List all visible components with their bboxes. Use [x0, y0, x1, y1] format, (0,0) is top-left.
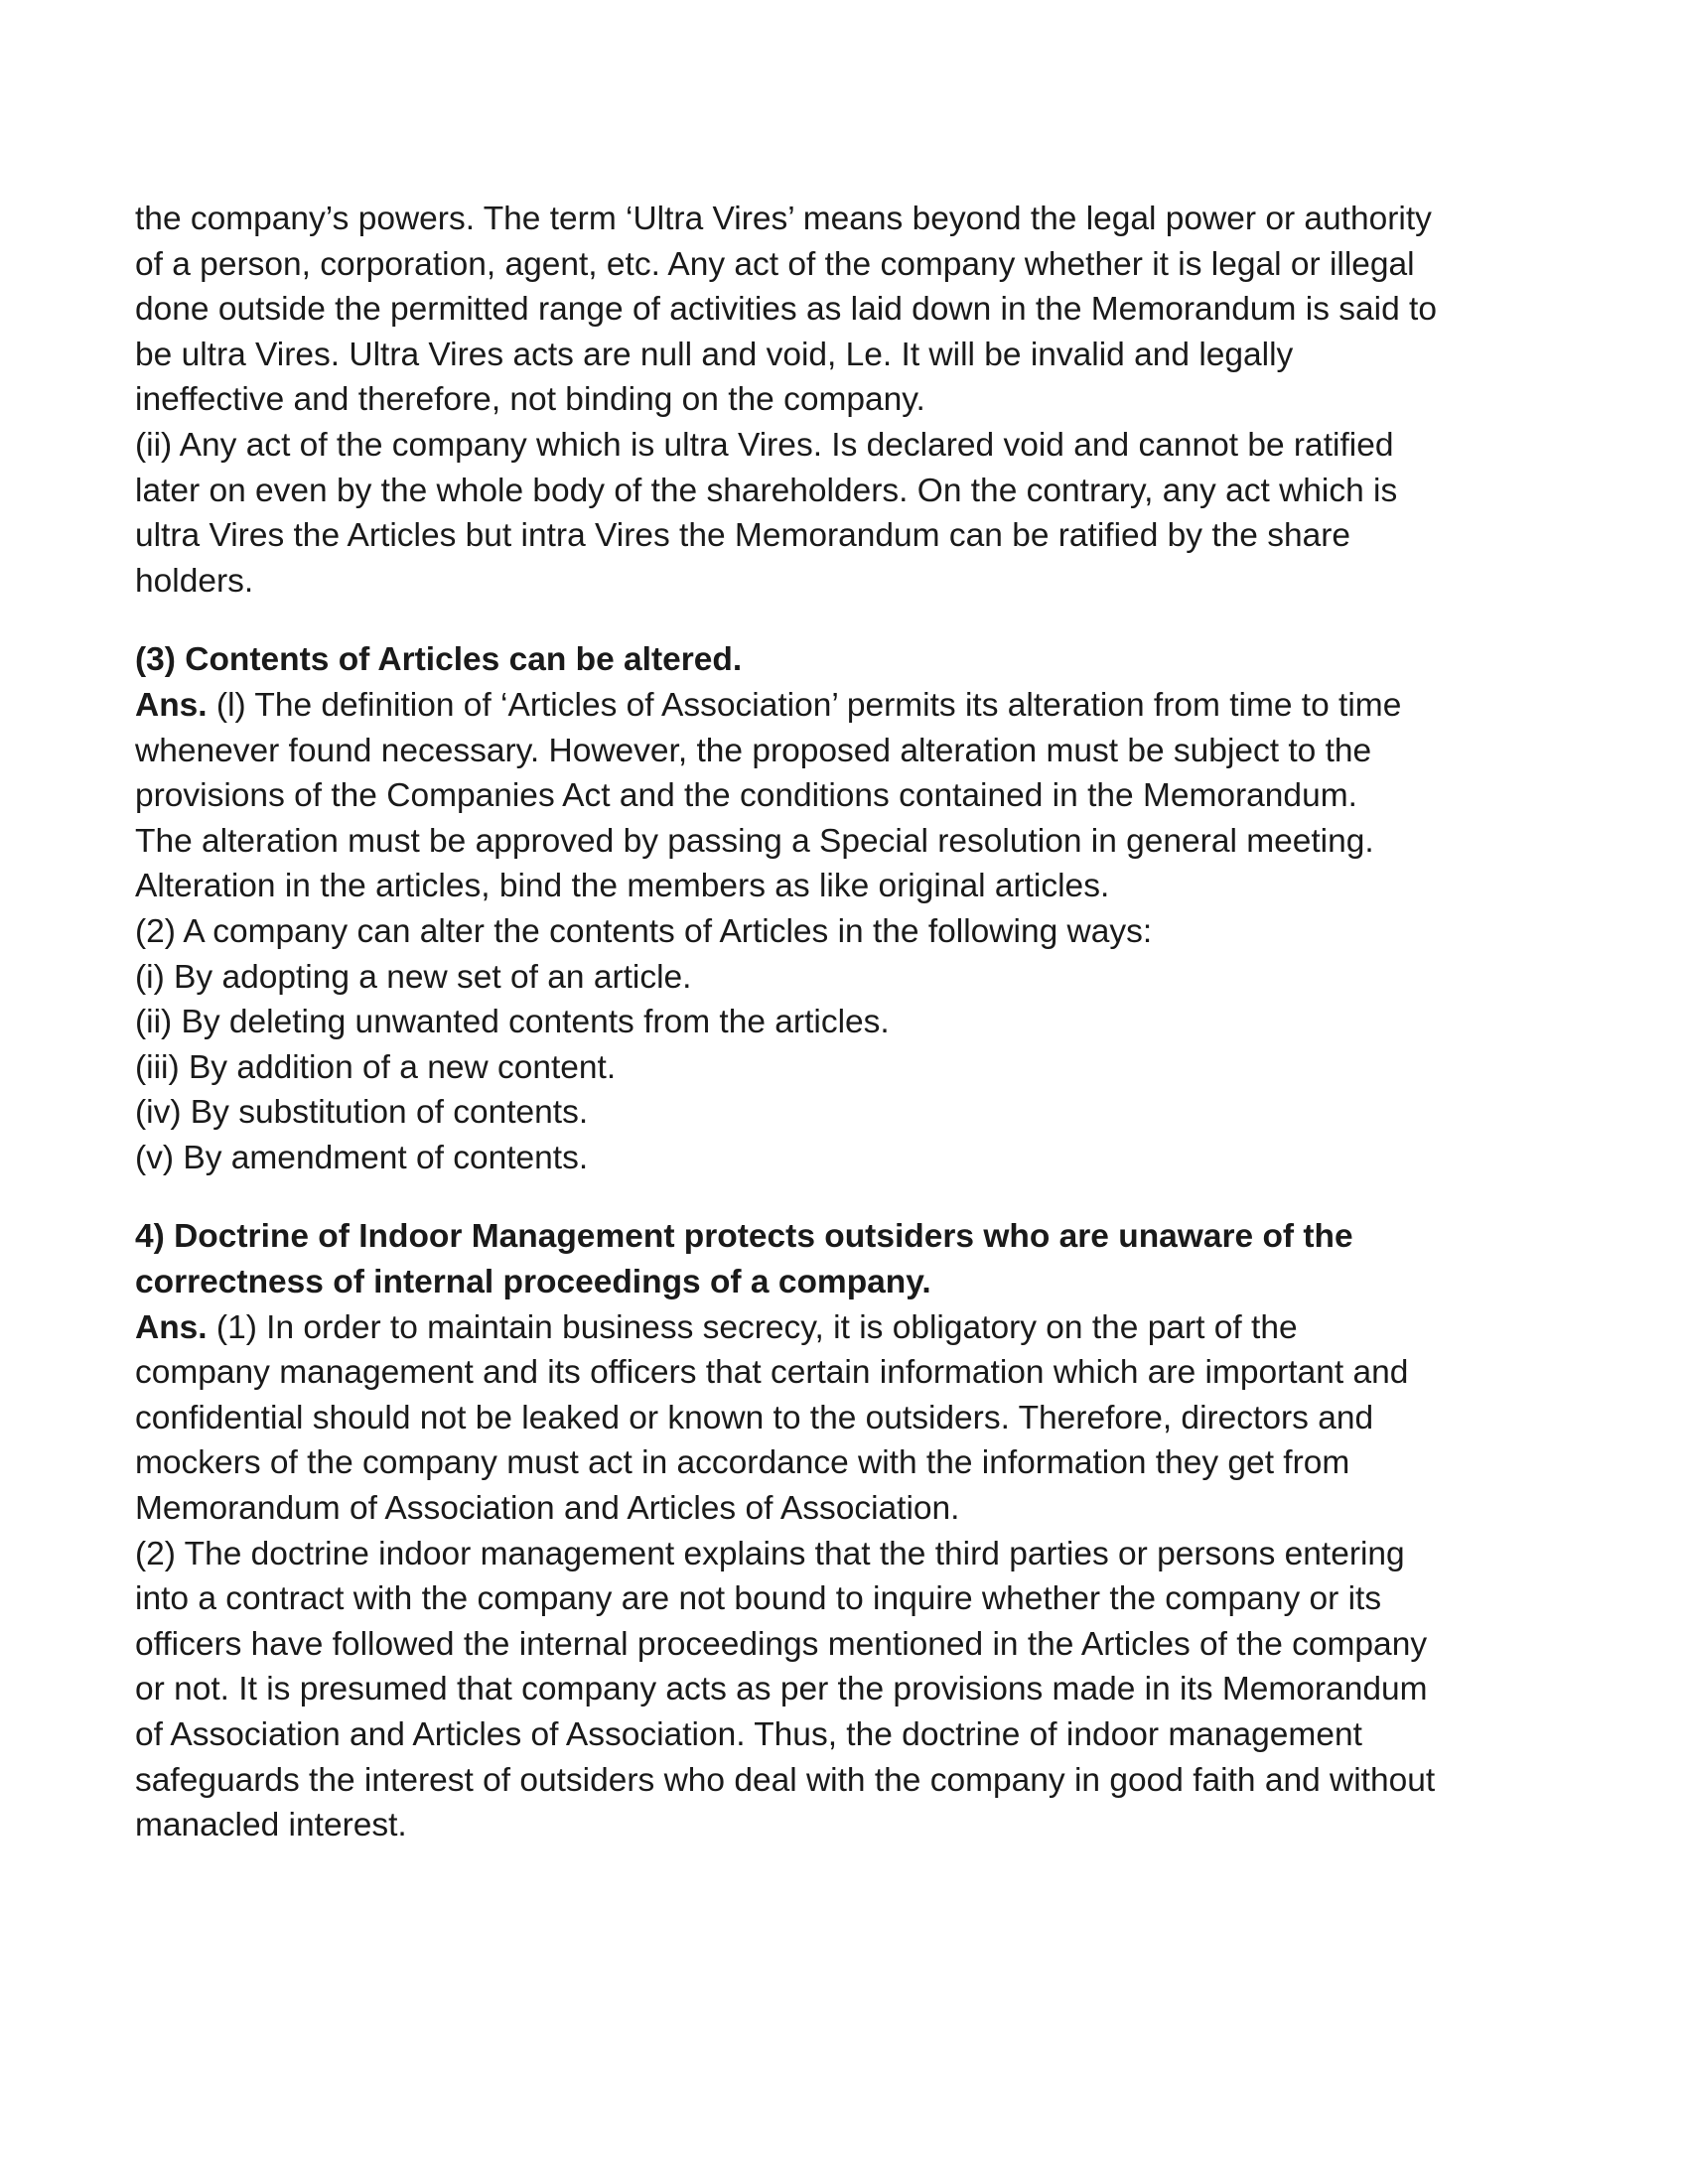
- text-line: or not. It is presumed that company acts as per the provisions made in its Memorandum: [135, 1671, 1428, 1708]
- list-item: (iii) By addition of a new content.: [135, 1048, 617, 1086]
- text-line: later on even by the whole body of the shareholders. On the contrary, any act which is: [135, 472, 1398, 509]
- text-line: Alteration in the articles, bind the members as like original articles.: [135, 868, 1110, 905]
- text-line: ultra Vires the Articles but intra Vires the Memorandum can be ratified by the share: [135, 517, 1350, 555]
- text-line: safeguards the interest of outsiders who deal with the company in good faith and without: [135, 1761, 1436, 1799]
- answer-text: (l) The definition of ‘Articles of Association’ permits its alteration from time to time: [207, 686, 1402, 724]
- text-line: (2) A company can alter the contents of Articles in the following ways:: [135, 912, 1153, 950]
- text-line: holders.: [135, 562, 254, 600]
- text-line: (ii) Any act of the company which is ultra Vires. Is declared void and cannot be ratified: [135, 426, 1394, 464]
- text-line: manacled interest.: [135, 1807, 407, 1844]
- text-line: whenever found necessary. However, the proposed alteration must be subject to the: [135, 732, 1372, 769]
- text-line: the company’s powers. The term ‘Ultra Vires’ means beyond the legal power or authority: [135, 201, 1432, 237]
- text-line: be ultra Vires. Ultra Vires acts are null and void, Le. It will be invalid and legally: [135, 336, 1294, 373]
- section-3: [135, 637, 1565, 1180]
- text-line: company management and its officers that certain information which are important and: [135, 1354, 1409, 1392]
- text-line: mockers of the company must act in accordance with the information they get from: [135, 1444, 1350, 1482]
- paragraph-gap: [135, 1180, 1565, 1214]
- section-3-answer-first-line: [135, 683, 1565, 729]
- list-item: (ii) By deleting unwanted contents from the articles.: [135, 1004, 890, 1041]
- text-line: ineffective and therefore, not binding on the company.: [135, 381, 925, 419]
- text-line: provisions of the Companies Act and the conditions contained in the Memorandum.: [135, 777, 1357, 815]
- text-line: officers have followed the internal proceedings mentioned in the Articles of the company: [135, 1625, 1428, 1663]
- intro-paragraph: [135, 197, 1565, 604]
- text-line: done outside the permitted range of activities as laid down in the Memorandum is said to: [135, 291, 1437, 329]
- list-item: (i) By adopting a new set of an article.: [135, 958, 692, 996]
- section-4: [135, 1214, 1565, 1847]
- section-4-heading-line-1: 4) Doctrine of Indoor Management protects outsiders who are unaware of the: [135, 1218, 1353, 1256]
- text-line: of a person, corporation, agent, etc. Any act of the company whether it is legal or illegal: [135, 245, 1415, 283]
- answer-label: Ans.: [135, 1308, 208, 1346]
- text-line: (2) The doctrine indoor management explains that the third parties or persons entering: [135, 1535, 1405, 1572]
- document-page: [135, 197, 1565, 1848]
- answer-label: Ans.: [135, 686, 208, 724]
- paragraph-gap: [135, 604, 1565, 637]
- text-line: The alteration must be approved by passing a Special resolution in general meeting.: [135, 822, 1374, 860]
- list-item: (iv) By substitution of contents.: [135, 1094, 589, 1132]
- text-line: of Association and Articles of Association. Thus, the doctrine of indoor management: [135, 1716, 1362, 1753]
- text-line: confidential should not be leaked or known to the outsiders. Therefore, directors and: [135, 1399, 1374, 1436]
- text-line: into a contract with the company are not bound to inquire whether the company or its: [135, 1580, 1382, 1618]
- section-4-answer-first-line: [135, 1305, 1565, 1351]
- answer-text: (1) In order to maintain business secrecy, it is obligatory on the part of the: [207, 1308, 1298, 1346]
- list-item: (v) By amendment of contents.: [135, 1139, 589, 1176]
- section-3-heading: (3) Contents of Articles can be altered.: [135, 641, 743, 679]
- section-4-heading-line-2: correctness of internal proceedings of a company.: [135, 1264, 931, 1301]
- text-line: Memorandum of Association and Articles of Association.: [135, 1490, 960, 1528]
